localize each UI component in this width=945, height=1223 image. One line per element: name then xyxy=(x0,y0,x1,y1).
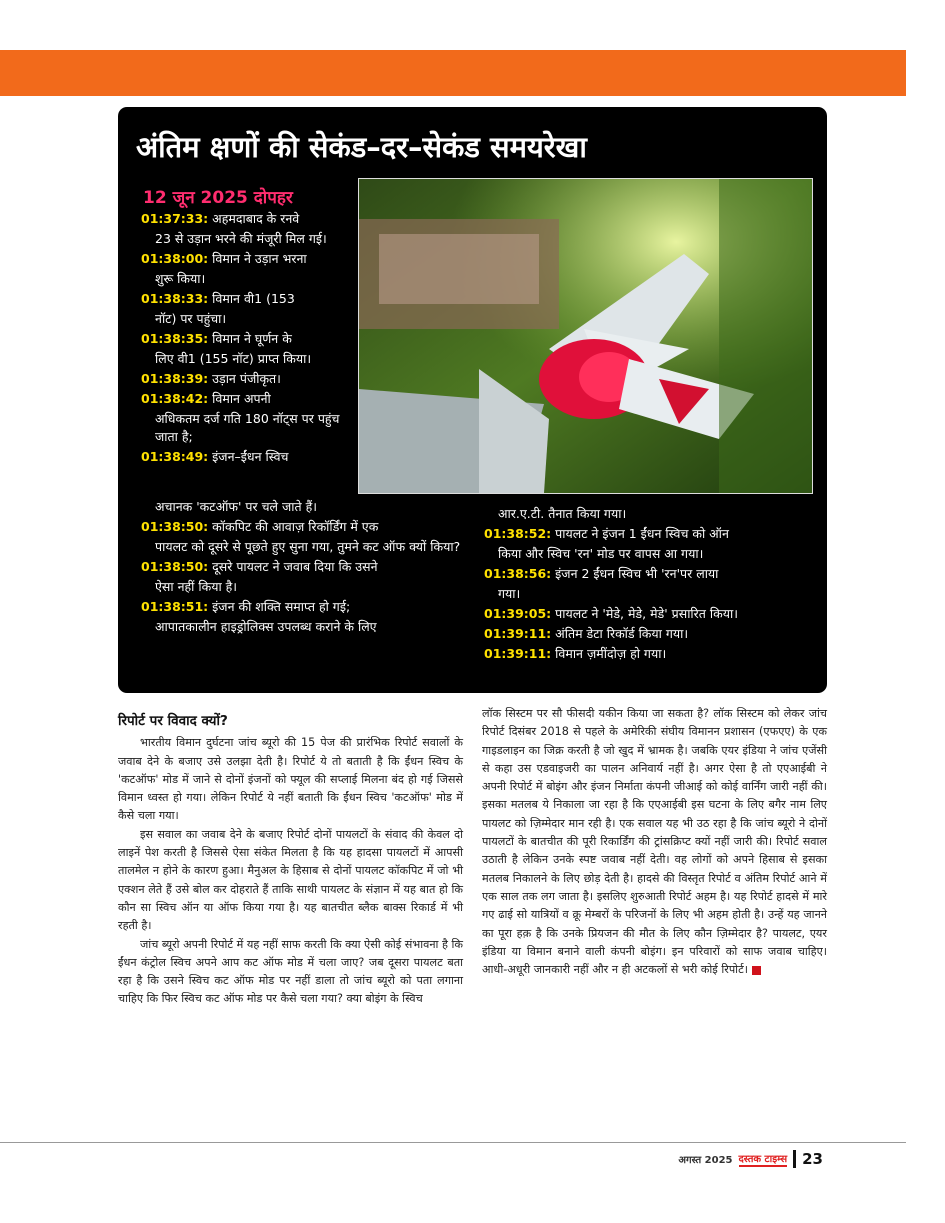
timeline-panel xyxy=(118,107,827,693)
page-number: 23 xyxy=(802,1150,823,1168)
article-paragraph: भारतीय विमान दुर्घटना जांच ब्यूरो की 15 पेज की प्रारंभिक रिपोर्ट सवालों के जवाब देने के बजाए उसे उलझा देती है। रिपोर्ट ये तो बताती है कि ईंधन स्विच के 'कटऑफ' मोड में जाने से दोनों इंजनों को फ्यूल की सप्लाई मिलना बंद हो गई जिससे विमान ध्वस्त हो गया। लेकिन रिपोर्ट ये नहीं बताती कि ईंधन स्विच 'कटऑफ' मोड में कैसे चला गया। xyxy=(118,736,463,823)
timeline-left-column xyxy=(141,210,361,468)
timeline-entry-continuation: अधिकतम दर्ज गति 180 नॉट्स पर पहुंच जाता है; xyxy=(155,411,340,444)
timeline-entry: 01:38:00: विमान ने उड़ान भरना xyxy=(141,251,307,266)
timeline-entry-continuation: ऐसा नहीं किया है। xyxy=(155,579,238,594)
timeline-entry-continuation: किया और स्विच 'रन' मोड पर वापस आ गया। xyxy=(498,546,704,561)
top-orange-band xyxy=(0,50,906,96)
timeline-entry: 01:38:42: विमान अपनी xyxy=(141,391,271,406)
timeline-entry-continuation: शुरू किया। xyxy=(155,271,206,286)
timeline-entry: 01:39:05: पायलट ने 'मेडे, मेडे, मेडे' प्रसारित किया। xyxy=(484,606,738,621)
timeline-entry: 01:38:52: पायलट ने इंजन 1 ईंधन स्विच को ऑन xyxy=(484,526,729,541)
timeline-entry: 01:38:49: इंजन–ईंधन स्विच xyxy=(141,449,289,464)
timeline-entry: 01:38:39: उड़ान पंजीकृत। xyxy=(141,371,281,386)
page-footer xyxy=(678,1150,823,1168)
timeline-entry-continuation: लिए वी1 (155 नॉट) प्राप्त किया। xyxy=(155,351,312,366)
footer-issue-month: अगस्त 2025 xyxy=(678,1155,733,1166)
timeline-entry: 01:38:35: विमान ने घूर्णन के xyxy=(141,331,292,346)
magazine-logo: दस्तक टाइम्स xyxy=(739,1151,788,1167)
timeline-entry-continuation: आर.ए.टी. तैनात किया गया। xyxy=(498,506,627,521)
timeline-bottom-left-column xyxy=(141,500,471,638)
timeline-entry: 01:37:33: अहमदाबाद के रनवे xyxy=(141,211,300,226)
timeline-entry: 01:39:11: अंतिम डेटा रिकॉर्ड किया गया। xyxy=(484,626,689,641)
article-right-column xyxy=(482,705,827,979)
article-paragraph: लॉक सिस्टम पर सौ फीसदी यकीन किया जा सकता है? लॉक सिस्टम को लेकर जांच रिपोर्ट दिसंबर 2018 से पहले के अमेरिकी संघीय विमानन प्रशासन (एफएए) के एक गाइडलाइन का जिक्र करती है जो खुद में भ्रामक है। जबकि एयर इंडिया ने जांच एजेंसी से कहा उस एडवाइजरी का पालन अनिवार्य नहीं है। अगर ऐसा है तो एएआईबी ने अपनी रिपोर्ट में बोइंग और इंजन निर्माता कंपनी जीआई को कोई वार्निंग जारी नहीं की। इसका मतलब ये निकाला जा रहा है कि एएआईबी इस घटना के लिए बगैर नाम लिए पायलट को ज़िम्मेदार मान रही है। एक सवाल यह भी उठ रहा है कि जांच ब्यूरो ने दोनों पायलटों के बातचीत की पूरी रिकार्डिंग की ट्रांसक्रिप्ट क्यों नहीं जारी की। रिपोर्ट सवाल उठाती है लेकिन उनके स्पष्ट जवाब नहीं देती। वह लोगों को अपने हिसाब से इसका मतलब निकालने के लिए छोड़ देती है। हादसे की विस्तृत रिपोर्ट व अंतिम रिपोर्ट आने में एक साल तक लग जाता है। इसलिए शुरुआती रिपोर्ट अहम है। यह रिपोर्ट हादसे में मारे गए ढाई सो यात्रियों व क्रू मेम्बरों के परिजनों के लिए भी अहम होती है। उन्हें यह जानने का पूरा हक़ है कि उनके प्रियजन की मौत के लिए कौन ज़िम्मेदार है? पायलट, एयर इंडिया या विमान बनाने वाली कंपनी बोइंग। इन परिवारों को साफ जवाब चाहिए। आधी-अधूरी जानकारी नहीं और न ही अटकलों से भरी कोई रिपोर्ट। xyxy=(482,707,827,977)
timeline-entry-continuation: नॉट) पर पहुंचा। xyxy=(155,311,227,326)
article-paragraph: जांच ब्यूरो अपनी रिपोर्ट में यह नहीं साफ करती कि क्या ऐसी कोई संभावना है कि ईंधन कंट्रोल स्विच अपने आप कट ऑफ मोड में चला जाए? जब दूसरा पायलट बता रहा है कि उसने स्विच कट ऑफ मोड पर नहीं डाला तो जांच ब्यूरो को पता लगाना चाहिए कि फिर स्विच कट ऑफ मोड पर कैसे चला गया? क्या बोइंग के स्विच xyxy=(118,937,463,1006)
timeline-entry-continuation: आपातकालीन हाइड्रोलिक्स उपलब्ध कराने के लिए xyxy=(155,619,377,634)
article-heading: रिपोर्ट पर विवाद क्यों? xyxy=(118,713,228,729)
crash-photo-illustration xyxy=(359,179,812,493)
footer-divider xyxy=(0,1142,906,1143)
end-mark-icon xyxy=(752,966,761,975)
timeline-date: 12 जून 2025 दोपहर xyxy=(143,188,293,208)
timeline-entry: 01:38:51: इंजन की शक्ति समाप्त हो गई; xyxy=(141,599,351,614)
footer-separator xyxy=(793,1150,796,1168)
timeline-entry-continuation: 23 से उड़ान भरने की मंजूरी मिल गई। xyxy=(155,231,327,246)
timeline-right-column xyxy=(484,505,814,665)
article-paragraph: इस सवाल का जवाब देने के बजाए रिपोर्ट दोनों पायलटों के संवाद की केवल दो लाइनें पेश करती है जिससे ऐसा संकेत मिलता है कि यह हादसा पायलटों में आपसी तालमेल न होने के कारण हुआ। मैनुअल के हिसाब से दोनों पायलट कॉकपिट में जो भी एक्शन लेते हैं उसे बोल कर दोहराते हैं ताकि साथी पायलट के संज्ञान में यह बात हो कि कौन सा स्विच ऑन या ऑफ किया गया है। यह बातचीत ब्लैक बाक्स रिकार्ड में भी रहती है। xyxy=(118,827,463,933)
timeline-entry: 01:38:50: कॉकपिट की आवाज़ रिकॉर्डिंग में एक xyxy=(141,519,379,534)
crash-photo xyxy=(358,178,813,494)
timeline-entry: 01:38:50: दूसरे पायलट ने जवाब दिया कि उसने xyxy=(141,559,378,574)
timeline-title: अंतिम क्षणों की सेकंड–दर–सेकंड समयरेखा xyxy=(136,130,587,164)
timeline-entry-continuation: अचानक 'कटऑफ' पर चले जाते हैं। xyxy=(155,499,317,514)
timeline-entry-continuation: गया। xyxy=(498,586,521,601)
timeline-entry: 01:38:33: विमान वी1 (153 xyxy=(141,291,295,306)
timeline-entry-continuation: पायलट को दूसरे से पूछते हुए सुना गया, तुमने कट ऑफ क्यों किया? xyxy=(155,539,461,554)
timeline-entry: 01:38:56: इंजन 2 ईंधन स्विच भी 'रन'पर लाया xyxy=(484,566,719,581)
article-left-column xyxy=(118,712,463,1009)
timeline-entry: 01:39:11: विमान ज़मींदोज़ हो गया। xyxy=(484,646,667,661)
